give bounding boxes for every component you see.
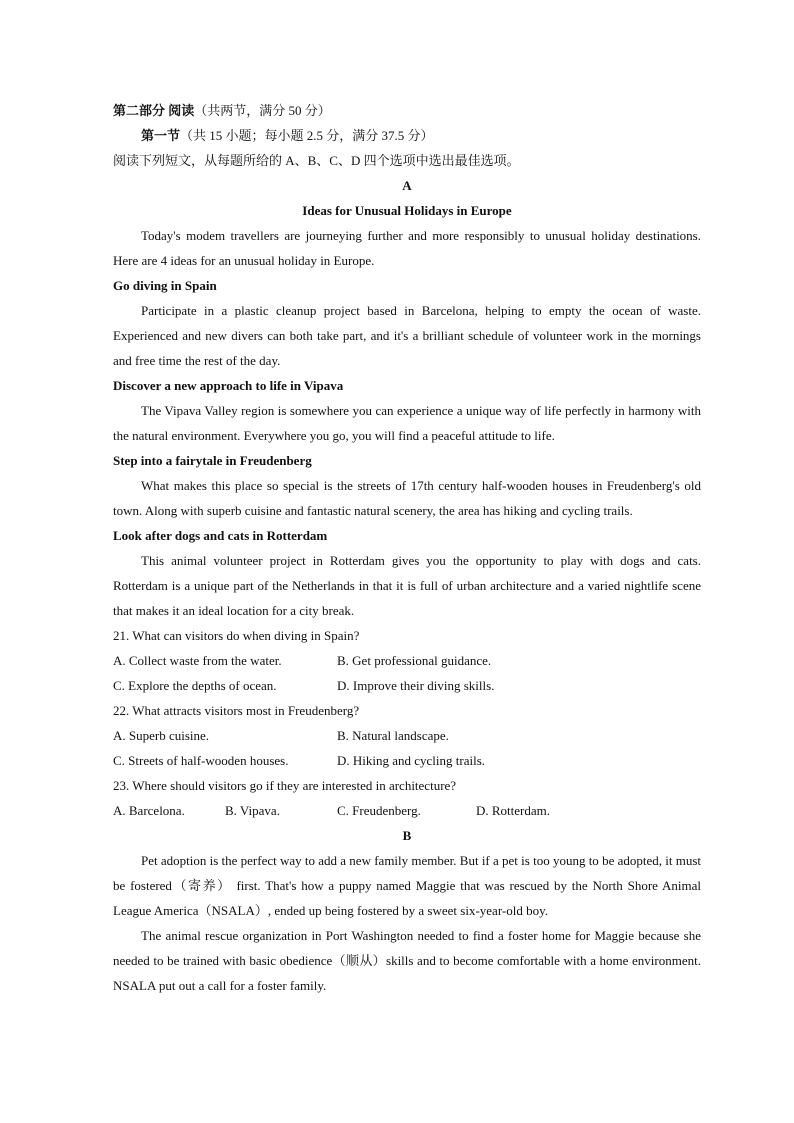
question-22-options-row-2 [113,748,701,773]
section-heading-freudenberg: Step into a fairytale in Freudenberg [113,453,312,468]
passage-b-paragraph-2: The animal rescue organization in Port Washington needed to find a foster home for Maggie because she needed to be trained with basic obedience（顺从）skills and to become comfortable with a home environment. NSALA put out a call for a foster family. [113,928,701,993]
question-23-option-a: A. Barcelona. [113,803,185,818]
passage-a-title: Ideas for Unusual Holidays in Europe [302,203,512,218]
question-22-option-c: C. Streets of half-wooden houses. [113,753,289,768]
question-21-option-c: C. Explore the depths of ocean. [113,678,277,693]
section-heading-vipava: Discover a new approach to life in Vipava [113,378,344,393]
question-22-option-d: D. Hiking and cycling trails. [337,753,486,768]
section-heading-bold: 第一节 [141,128,181,143]
question-23-stem: 23. Where should visitors go if they are interested in architecture? [113,778,457,793]
section-text-vipava: The Vipava Valley region is somewhere you can experience a unique way of life perfectly in harmony with the natural environment. Everywhere you go, you will find a peaceful attitude to life. [113,403,701,443]
question-22-option-a: A. Superb cuisine. [113,728,210,743]
section-text-spain: Participate in a plastic cleanup project based in Barcelona, helping to empty the ocean of waste. Experienced and new divers can both take part, and it's a brilliant schedule of volunteer work in the mornings and free time the rest of the day. [113,303,701,368]
question-23-option-c: C. Freudenberg. [337,803,421,818]
passage-b-paragraph-1: Pet adoption is the perfect way to add a new family member. But if a pet is too young to be adopted, it must be fostered（寄养） first. That's how a puppy named Maggie that was rescued by the North Shore Animal League America（NSALA）, ended up being fostered by a sweet six-year-old boy. [113,853,701,918]
question-22-stem: 22. What attracts visitors most in Freudenberg? [113,703,360,718]
section-heading-spain: Go diving in Spain [113,278,217,293]
exam-page [113,98,701,998]
question-21-options-row-2 [113,673,701,698]
question-21-option-d: D. Improve their diving skills. [337,678,495,693]
section-heading [113,123,701,148]
question-22-option-b: B. Natural landscape. [337,728,449,743]
instruction: 阅读下列短文，从每题所给的 A、B、C、D 四个选项中选出最佳选项。 [113,153,520,168]
question-21-options-row-1 [113,648,701,673]
passage-a-letter: A [402,178,412,193]
section-text-rotterdam: This animal volunteer project in Rotterdam gives you the opportunity to play with dogs and cats. Rotterdam is a unique part of the Netherlands in that it is full of urban architecture and a varied nightlife scene that makes it an ideal location for a city break. [113,553,701,618]
section-heading-rotterdam: Look after dogs and cats in Rotterdam [113,528,328,543]
question-21-option-b: B. Get professional guidance. [337,653,492,668]
section-heading-rest: （共 15 小题；每小题 2.5 分，满分 37.5 分） [180,128,434,143]
question-21-option-a: A. Collect waste from the water. [113,653,282,668]
passage-a-intro: Today's modem travellers are journeying further and more responsibly to unusual holiday destinations. Here are 4 ideas for an unusual holiday in Europe. [113,228,701,268]
part-heading-rest: （共两节，满分 50 分） [194,103,331,118]
question-23-option-d: D. Rotterdam. [476,803,551,818]
question-22-options-row-1 [113,723,701,748]
section-text-freudenberg: What makes this place so special is the streets of 17th century half-wooden houses in Freudenberg's old town. Along with superb cuisine and fantastic natural scenery, the area has hiking and cycling trails. [113,478,701,518]
part-heading-bold: 第二部分 阅读 [113,103,195,118]
question-23-option-b: B. Vipava. [225,803,280,818]
part-heading [113,98,701,123]
question-23-options-row [113,798,701,823]
passage-b-letter: B [402,828,412,843]
question-21-stem: 21. What can visitors do when diving in Spain? [113,628,360,643]
